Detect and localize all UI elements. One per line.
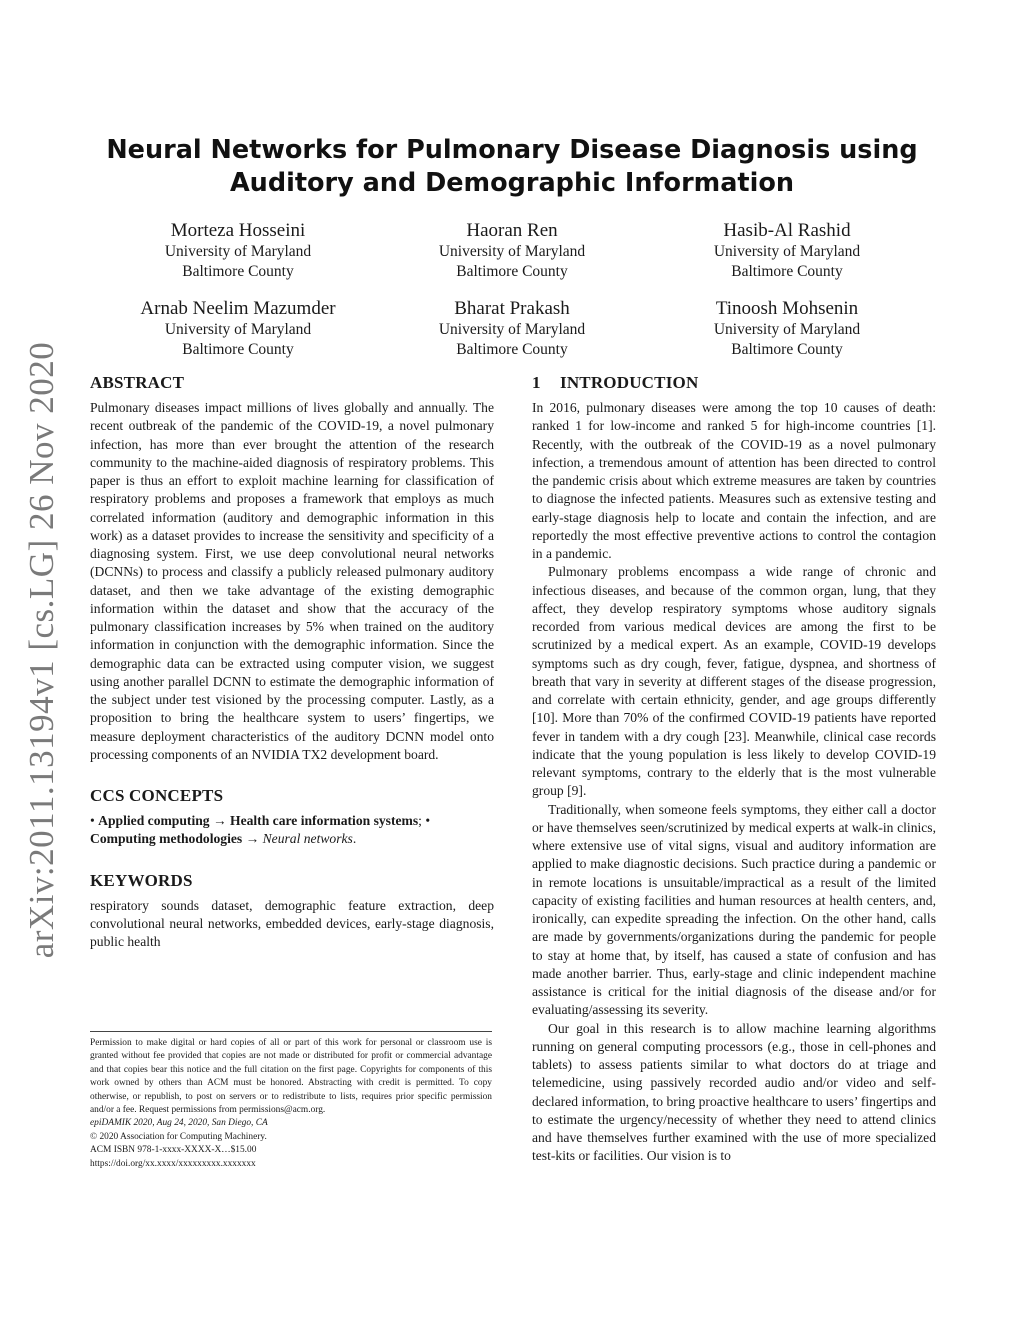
intro-paragraph-4: Our goal in this research is to allow machine learning algorithms running on general computing processors (e.g., those in cell-phones and tablets) to assess patients similar to what doctors do at triage and telemedicine, using passively recorded audio and/or video and self-declared information, to bring proactive healthcare to users’ fingertips and to estimate the urgency/necessity of whether they need to attend clinics and have themselves further examined with the use of more specialized test-kits or facilities. Our vision is to bbox=[532, 1020, 936, 1164]
author-affiliation: Baltimore County bbox=[456, 341, 568, 358]
ccs-concepts bbox=[90, 812, 494, 849]
intro-paragraph-1: In 2016, pulmonary diseases were among the top 10 causes of death: ranked 1 for low-income and ranked 5 for high-income countries [1]. Recently, with the outbreak of the COVID-19 as a novel pulmonary infection, a tremendous amount of attention has been directed to control the pandemic crisis about which extreme measures are taken by countries to diagnose the infected patients. Measures such as extensive testing and early-stage diagnosis help to locate and contain the infection, and are reportedly the most effective preventive actions to control the contagion in a pandemic. bbox=[532, 400, 936, 561]
abstract-text: Pulmonary diseases impact millions of lives globally and annually. The recent outbreak of the pandemic of the COVID-19, a novel pulmonary infection, has more than ever brought the attention of the research community to the machine-aided diagnosis of respiratory problems. This paper is thus an effort to exploit machine learning for classification of respiratory problems and proposes a framework that employs as much correlated information (auditory and demographic information in this work) as a dataset provides to increase the sensitivity and specificity of a diagnosing system. First, we use deep convolutional neural networks (DCNNs) to process and classify a publicly released pulmonary auditory dataset, and then we take advantage of the existing demographic information within the dataset and show that the accuracy of the pulmonary classification increases by 5% when trained on the auditory information in conjunction with the demographic information. Since the demographic data can be extracted using computer vision, we suggest using another parallel DCNN to estimate the demographic information of the subject under test visioned by the processing computer. Lastly, as a proposition to bring the healthcare system to users’ fingertips, we measure deployment characteristics of the auditory DCNN model onto processing components of an NVIDIA TX2 development board. bbox=[90, 400, 494, 762]
author-name: Arnab Neelim Mazumder bbox=[140, 298, 336, 319]
author-affiliation: University of Maryland bbox=[438, 321, 586, 338]
introduction-heading bbox=[532, 372, 936, 394]
author-5 bbox=[382, 297, 642, 360]
author-affiliation: University of Maryland bbox=[713, 243, 861, 260]
ccs-term-2: Computing methodologies bbox=[90, 831, 243, 847]
author-affiliation: University of Maryland bbox=[438, 243, 586, 260]
author-affiliation: University of Maryland bbox=[713, 321, 861, 338]
author-1 bbox=[108, 219, 368, 282]
ccs-separator: ; • bbox=[418, 813, 431, 828]
ccs-term-1: Applied computing bbox=[98, 813, 210, 828]
author-affiliation: Baltimore County bbox=[182, 341, 294, 358]
author-name: Bharat Prakash bbox=[454, 298, 570, 319]
right-column bbox=[532, 372, 936, 1166]
author-name: Tinoosh Mohsenin bbox=[715, 298, 859, 319]
author-3 bbox=[657, 219, 917, 282]
author-affiliation: Baltimore County bbox=[456, 263, 568, 280]
author-4 bbox=[108, 297, 368, 360]
author-name: Haoran Ren bbox=[466, 220, 558, 241]
ccs-subterm-2: Neural networks bbox=[262, 831, 353, 847]
venue-line: epiDAMIK 2020, Aug 24, 2020, San Diego, CA bbox=[90, 1118, 268, 1129]
author-affiliation: Baltimore County bbox=[182, 263, 294, 280]
title-line-2: Auditory and Demographic Information bbox=[229, 168, 795, 198]
abstract-heading: ABSTRACT bbox=[90, 373, 185, 392]
arxiv-identifier: arXiv:2011.13194v1 [cs.LG] 26 Nov 2020 bbox=[22, 341, 61, 959]
ccs-arrow: → bbox=[245, 831, 260, 847]
title-line-1: Neural Networks for Pulmonary Disease Diagnosis using bbox=[106, 135, 918, 165]
permission-notice bbox=[90, 1031, 492, 1171]
intro-paragraph-3: Traditionally, when someone feels symptoms, they either call a doctor or have themselves seen/scrutinized by medical experts at walk-in clinics, where extensive use of vital signs, visual and auditory information are applied to make diagnostic decisions. Such practice during a pandemic or in remote locations is unsuitable/impractical as a result of the limited capacity of existing facilities and human resources at health centers, and, ironically, can expedite spreading the infection. On the other hand, calls are made by governments/organizations during the pandemic for people to stay at home that, by itself, has caused a state of confusion and has made another barrier. Thus, early-stage and clinic independent machine assistance is critical for the initial diagnosis of the disease and/or for evaluating/assessing its severity. bbox=[532, 801, 936, 1018]
ccs-bullet: • bbox=[90, 813, 95, 828]
ccs-subterm-1: Health care information systems bbox=[230, 813, 419, 828]
doi-line: https://doi.org/xx.xxxx/xxxxxxxxx.xxxxxxx bbox=[90, 1158, 256, 1169]
copyright-line: © 2020 Association for Computing Machinery. bbox=[90, 1131, 267, 1142]
intro-paragraph-2: Pulmonary problems encompass a wide range of chronic and infectious diseases, and because of the common organ, lung, that they affect, they develop respiratory symptoms whose auditory signals recorded from various medical devices are among the first to be scrutinized by a medical expert. As an example, COVID-19 develops symptoms such as dry cough, fever, fatigue, dyspnea, and shortness of breath that vary in severity at different stages of the disease progression, and correlate with certain ethnicity, gender, and age groups differently [10]. More than 70% of the confirmed COVID-19 patients have reported fever in tandem with a dry cough [23]. Meanwhile, clinical case records indicate that the young population is less likely to develop COVID-19 relevant symptoms, contrary to the elderly that is the most vulnerable group [9]. bbox=[532, 564, 936, 799]
author-name: Morteza Hosseini bbox=[170, 220, 306, 241]
permission-text: Permission to make digital or hard copies of all or part of this work for personal or classroom use is granted without fee provided that copies are not made or distributed for profit or commercial advantage and that copies bear this notice and the full citation on the first page. Copyrights for components of this work owned by others than ACM must be honored. Abstracting with credit is permitted. To copy otherwise, or republish, to post on servers or to redistribute to lists, requires prior specific permission and/or a fee. Request permissions from permissions@acm.org. bbox=[90, 1038, 492, 1116]
ccs-heading: CCS CONCEPTS bbox=[90, 786, 224, 805]
author-affiliation: Baltimore County bbox=[731, 263, 843, 280]
author-name: Hasib-Al Rashid bbox=[723, 220, 851, 241]
author-affiliation: University of Maryland bbox=[164, 321, 312, 338]
section-title: INTRODUCTION bbox=[560, 373, 699, 392]
keywords-text: respiratory sounds dataset, demographic feature extraction, deep convolutional neural networks, embedded devices, early-stage diagnosis, public health bbox=[90, 897, 494, 949]
section-number: 1 bbox=[532, 373, 541, 392]
ccs-arrow: → bbox=[213, 813, 227, 828]
author-affiliation: University of Maryland bbox=[164, 243, 312, 260]
paper-title bbox=[100, 134, 924, 200]
author-affiliation: Baltimore County bbox=[731, 341, 843, 358]
author-2 bbox=[382, 219, 642, 282]
isbn-line: ACM ISBN 978-1-xxxx-XXXX-X…$15.00 bbox=[90, 1145, 257, 1156]
keywords-heading: KEYWORDS bbox=[90, 870, 193, 890]
left-column bbox=[90, 372, 494, 951]
author-6 bbox=[657, 297, 917, 360]
ccs-end: . bbox=[352, 831, 357, 847]
